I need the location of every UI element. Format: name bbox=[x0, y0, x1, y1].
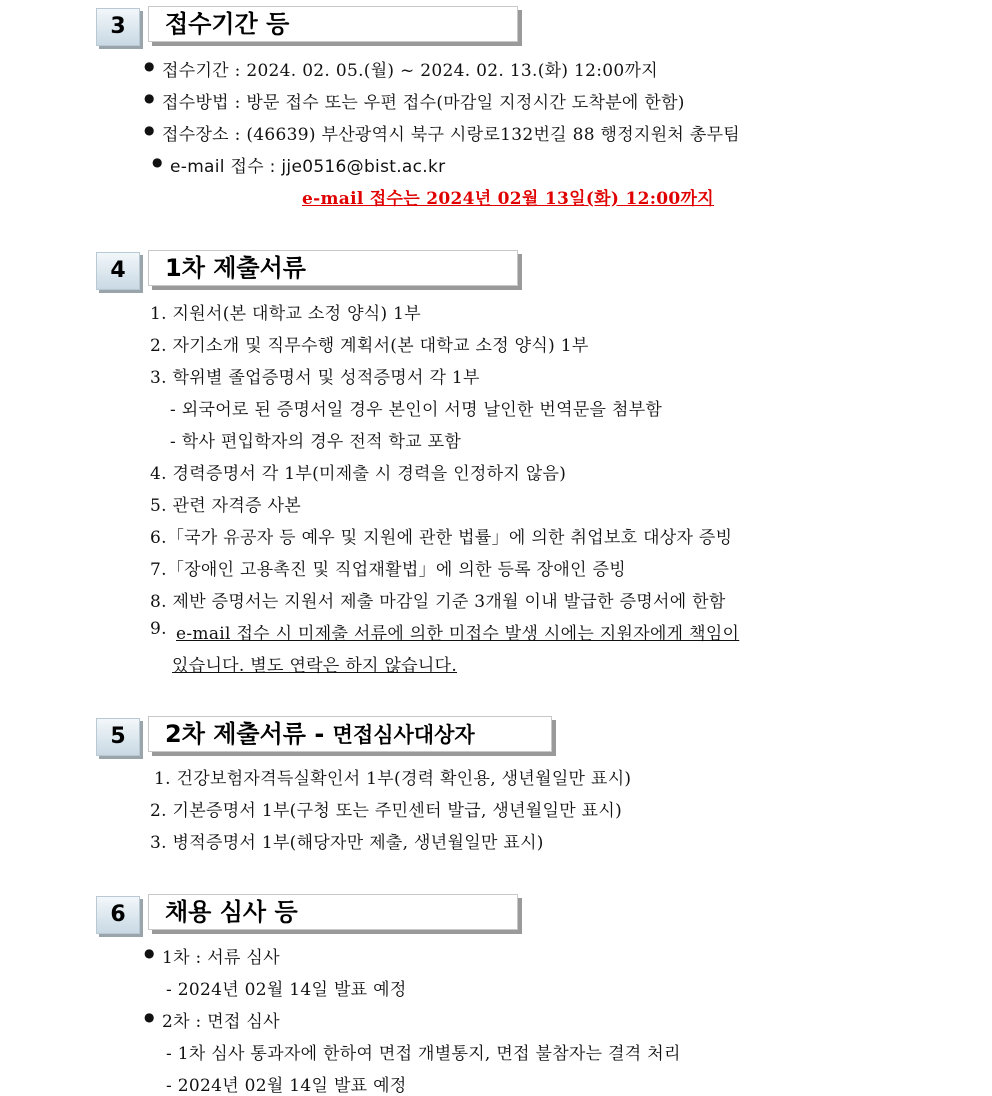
section-number: 6 bbox=[96, 896, 140, 934]
list-item: - 1차 심사 통과자에 한하여 면접 개별통지, 면접 불참자는 결격 처리 bbox=[166, 1044, 681, 1064]
list-item: 3. 병적증명서 1부(해당자만 제출, 생년월일만 표시) bbox=[150, 833, 544, 853]
list-item: 6.「국가 유공자 등 예우 및 지원에 관한 법률」에 의한 취업보호 대상자 증빙 bbox=[150, 528, 733, 548]
list-item-9-line2: 있습니다. 별도 연락은 하지 않습니다. bbox=[172, 656, 458, 676]
section-title-main: 2차 제출서류 - bbox=[165, 720, 325, 748]
section-title: 1차 제출서류 bbox=[148, 250, 518, 286]
section-title: 채용 심사 등 bbox=[148, 894, 518, 930]
list-item: - 학사 편입학자의 경우 전적 학교 포함 bbox=[170, 432, 462, 452]
list-item: 2. 자기소개 및 직무수행 계획서(본 대학교 소정 양식) 1부 bbox=[150, 336, 589, 356]
list-item: 1. 지원서(본 대학교 소정 양식) 1부 bbox=[150, 304, 421, 324]
list-item: ● 2차 : 면접 심사 bbox=[162, 1007, 280, 1032]
list-item: 8. 제반 증명서는 지원서 제출 마감일 기준 3개월 이내 발급한 증명서에 한함 bbox=[150, 592, 726, 612]
list-item: - 외국어로 된 증명서일 경우 본인이 서명 날인한 번역문을 첨부함 bbox=[170, 400, 663, 420]
list-item: ● 접수기간 : 2024. 02. 05.(월) ~ 2024. 02. 13.(화) 12:00까지 bbox=[162, 56, 658, 81]
section-number: 4 bbox=[96, 252, 140, 290]
deadline-notice: e-mail 접수는 2024년 02월 13일(화) 12:00까지 bbox=[302, 189, 714, 209]
list-item: 1. 건강보험자격득실확인서 1부(경력 확인용, 생년월일만 표시) bbox=[154, 769, 632, 789]
list-item: - 2024년 02월 14일 발표 예정 bbox=[166, 1076, 407, 1096]
section-title: 접수기간 등 bbox=[148, 6, 518, 42]
list-item-9-line1: e-mail 접수 시 미제출 서류에 의한 미접수 발생 시에는 지원자에게 책임이 bbox=[176, 624, 740, 644]
list-item: 3. 학위별 졸업증명서 및 성적증명서 각 1부 bbox=[150, 368, 480, 388]
list-item: ● 접수장소 : (46639) 부산광역시 북구 시랑로132번길 88 행정지원처 총무팀 bbox=[162, 120, 740, 145]
list-item: 4. 경력증명서 각 1부(미제출 시 경력을 인정하지 않음) bbox=[150, 464, 567, 484]
list-item: - 2024년 02월 14일 발표 예정 bbox=[166, 980, 407, 1000]
list-item: 5. 관련 자격증 사본 bbox=[150, 496, 301, 516]
list-item: ● 1차 : 서류 심사 bbox=[162, 943, 280, 968]
list-item: ● 접수방법 : 방문 접수 또는 우편 접수(마감일 지정시간 도착분에 한함) bbox=[162, 88, 685, 113]
section-title bbox=[148, 716, 552, 752]
list-item-9-number: 9. bbox=[150, 619, 167, 639]
section-number: 3 bbox=[96, 8, 140, 46]
list-item: 2. 기본증명서 1부(구청 또는 주민센터 발급, 생년월일만 표시) bbox=[150, 801, 623, 821]
list-item: ● e-mail 접수 : jje0516@bist.ac.kr bbox=[170, 152, 445, 177]
list-item: 7.「장애인 고용촉진 및 직업재활법」에 의한 등록 장애인 증빙 bbox=[150, 560, 626, 580]
section-title-sub: 면접심사대상자 bbox=[332, 723, 475, 747]
section-number: 5 bbox=[96, 718, 140, 756]
